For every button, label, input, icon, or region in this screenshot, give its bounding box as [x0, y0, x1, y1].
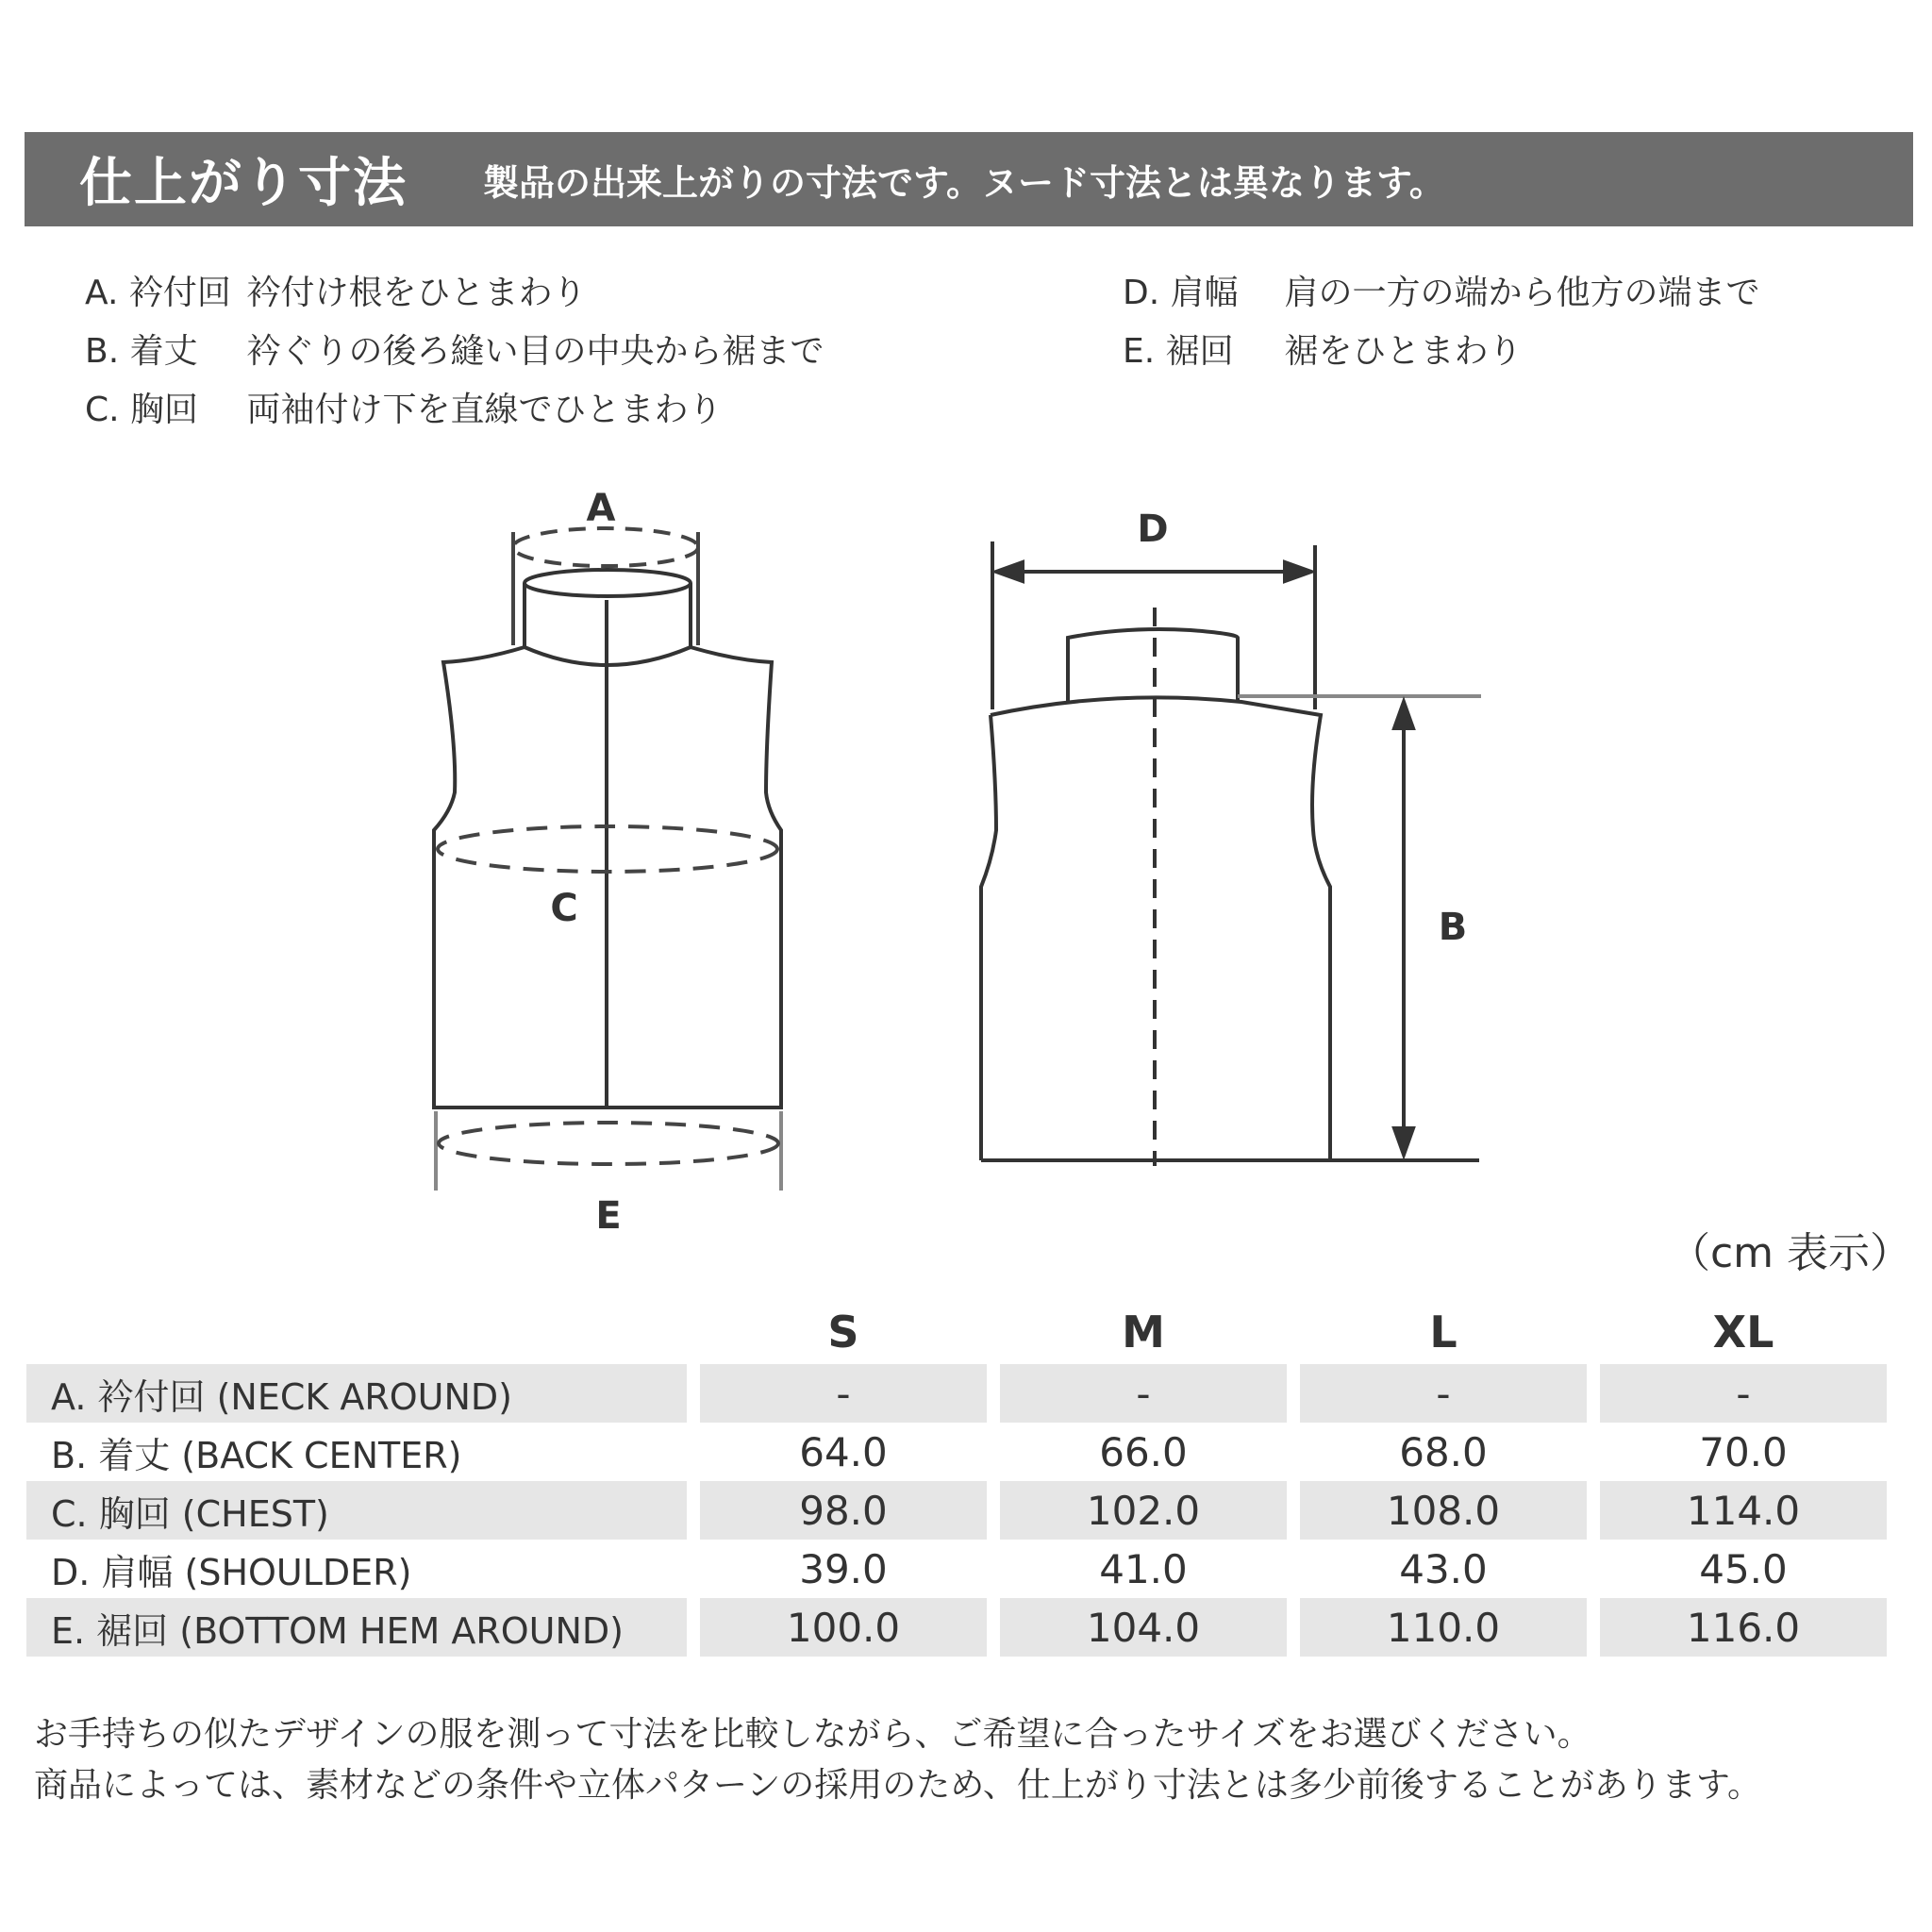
table-cell: -	[700, 1364, 987, 1423]
measure-d-shoulder	[992, 541, 1315, 709]
table-cell: 98.0	[700, 1481, 987, 1540]
size-header: XL	[1712, 1307, 1774, 1357]
row-label: D. 肩幅 (SHOULDER)	[26, 1540, 687, 1598]
definition-key: A. 衿付回	[85, 274, 231, 312]
label-c: C	[550, 887, 578, 930]
table-cell: 41.0	[1000, 1540, 1287, 1598]
page-subtitle: 製品の出来上がりの寸法です。ヌード寸法とは異なります。	[483, 161, 1445, 204]
header-blank	[26, 1300, 687, 1364]
table-cell: 64.0	[700, 1423, 987, 1481]
table-cell: -	[1300, 1364, 1587, 1423]
definition-desc: 衿ぐりの後ろ縫い目の中央から裾まで	[246, 332, 824, 371]
table-row	[26, 1481, 1887, 1540]
definition-d	[1123, 264, 1759, 323]
definition-a	[85, 264, 824, 323]
footnote-line: 商品によっては、素材などの条件や立体パターンの採用のため、仕上がり寸法とは多少前後することがあります。	[34, 1766, 1761, 1805]
table-row	[26, 1423, 1887, 1481]
table-cell: 45.0	[1600, 1540, 1887, 1598]
definition-key: D. 肩幅	[1123, 274, 1239, 312]
measure-a-neck	[513, 528, 698, 645]
table-cell: 43.0	[1300, 1540, 1587, 1598]
definitions-right	[1123, 264, 1759, 381]
vest-front-drawing	[434, 570, 781, 1108]
row-label: B. 着丈 (BACK CENTER)	[26, 1423, 687, 1481]
table-cell: -	[1600, 1364, 1887, 1423]
size-header: M	[1122, 1307, 1165, 1357]
table-cell: 104.0	[1000, 1598, 1287, 1657]
definition-key: B. 着丈	[85, 332, 198, 371]
size-table	[13, 1300, 1900, 1657]
size-header: L	[1429, 1307, 1457, 1357]
table-row	[26, 1540, 1887, 1598]
unit-label: （cm 表示）	[1668, 1229, 1911, 1277]
footnote-line: お手持ちの似たデザインの服を測って寸法を比較しながら、ご希望に合ったサイズをお選びください。	[34, 1715, 1591, 1754]
table-cell: 39.0	[700, 1540, 987, 1598]
definition-b	[85, 323, 824, 381]
table-cell: 100.0	[700, 1598, 987, 1657]
measure-b-length	[1238, 696, 1481, 1155]
definition-desc: 裾をひとまわり	[1284, 332, 1523, 371]
table-cell: 108.0	[1300, 1481, 1587, 1540]
label-d: D	[1137, 508, 1169, 551]
label-e: E	[595, 1194, 622, 1238]
measure-e-hem	[436, 1111, 781, 1191]
definition-key: C. 胸回	[85, 391, 199, 429]
footnotes	[34, 1709, 1761, 1811]
definition-key: E. 裾回	[1123, 332, 1234, 371]
table-cell: 102.0	[1000, 1481, 1287, 1540]
size-header: S	[827, 1307, 859, 1357]
header-bar	[25, 132, 1913, 226]
size-header-row	[26, 1300, 1887, 1364]
table-cell: 70.0	[1600, 1423, 1887, 1481]
table-row	[26, 1364, 1887, 1423]
table-cell: 68.0	[1300, 1423, 1587, 1481]
table-cell: -	[1000, 1364, 1287, 1423]
vest-back-drawing	[981, 608, 1479, 1166]
table-cell: 116.0	[1600, 1598, 1887, 1657]
definition-desc: 衿付け根をひとまわり	[246, 274, 587, 312]
label-a: A	[586, 487, 616, 530]
definition-desc: 肩の一方の端から他方の端まで	[1284, 274, 1760, 312]
table-cell: 66.0	[1000, 1423, 1287, 1481]
definition-e	[1123, 323, 1759, 381]
table-cell: 114.0	[1600, 1481, 1887, 1540]
definition-desc: 両袖付け下を直線でひとまわり	[246, 391, 723, 429]
definition-c	[85, 381, 824, 440]
row-label: C. 胸回 (CHEST)	[26, 1481, 687, 1540]
page-title: 仕上がり寸法	[79, 153, 408, 214]
row-label: A. 衿付回 (NECK AROUND)	[26, 1364, 687, 1423]
table-cell: 110.0	[1300, 1598, 1587, 1657]
definitions-left	[85, 264, 824, 440]
row-label: E. 裾回 (BOTTOM HEM AROUND)	[26, 1598, 687, 1657]
measure-c-chest	[438, 826, 777, 872]
table-row	[26, 1598, 1887, 1657]
label-b: B	[1438, 906, 1468, 949]
